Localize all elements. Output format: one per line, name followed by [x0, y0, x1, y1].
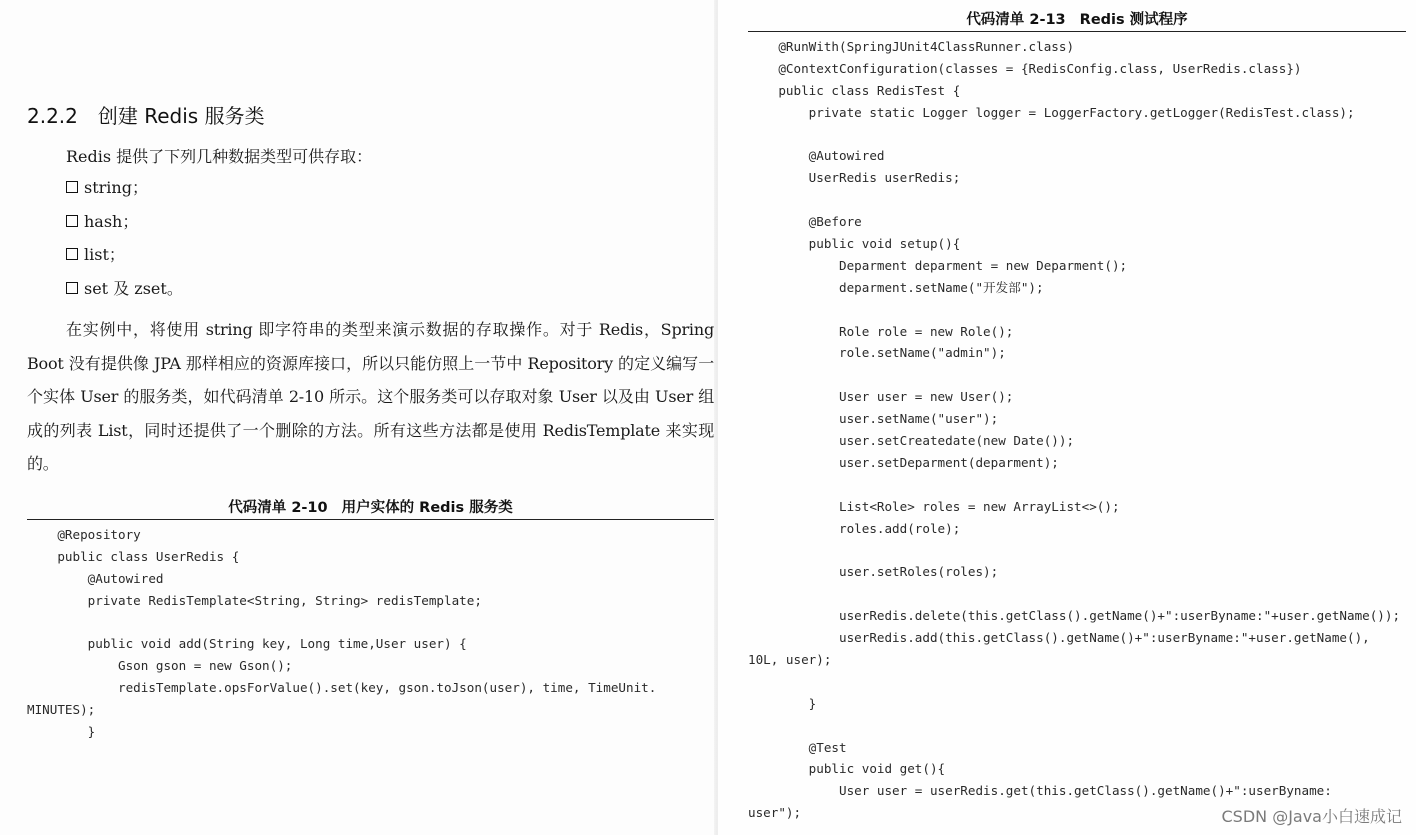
- code-line: user.setRoles(roles);: [748, 564, 999, 580]
- code-line: UserRedis userRedis;: [748, 170, 961, 186]
- list-item: list；: [66, 245, 183, 279]
- code-line: @ContextConfiguration(classes = {RedisConfig.class, UserRedis.class}): [748, 60, 1302, 76]
- code-listing-2-10: [27, 524, 656, 743]
- checkbox-bullet-icon: [66, 248, 78, 260]
- code-line: user.setName("user");: [748, 411, 999, 427]
- code-line: Role role = new Role();: [748, 323, 1014, 339]
- code-listing-2-13: [748, 36, 1400, 824]
- code-line: public void setup(){: [748, 236, 961, 252]
- listing-caption-2-13: 代码清单 2-13 Redis 测试程序: [966, 12, 1188, 28]
- section-number: 2.2.2: [27, 104, 78, 128]
- code-line: private static Logger logger = LoggerFactory.getLogger(RedisTest.class);: [748, 104, 1355, 120]
- listing-caption-2-10: 代码清单 2-10 用户实体的 Redis 服务类: [228, 500, 513, 516]
- code-line: [748, 715, 1400, 737]
- right-book-page: [718, 0, 1416, 835]
- code-line: Deparment deparment = new Deparment();: [748, 257, 1128, 273]
- code-line: }: [748, 695, 817, 711]
- code-line: deparment.setName("开发部");: [748, 279, 1044, 295]
- code-line: @Before: [748, 214, 862, 230]
- section-title: 创建 Redis 服务类: [97, 104, 265, 128]
- checkbox-bullet-icon: [66, 215, 78, 227]
- code-line: @Autowired: [27, 570, 164, 586]
- code-line: [748, 583, 1400, 605]
- section-heading: [27, 100, 265, 129]
- code-line: User user = new User();: [748, 389, 1014, 405]
- code-line: List<Role> roles = new ArrayList<>();: [748, 498, 1120, 514]
- code-line: [748, 299, 1400, 321]
- code-line: role.setName("admin");: [748, 345, 1006, 361]
- code-line: [748, 189, 1400, 211]
- body-paragraph: 在实例中，将使用 string 即字符串的类型来演示数据的存取操作。对于 Redis，Spring Boot 没有提供像 JPA 那样相应的资源库接口，所以只能仿照上一节中 Repository 的定义编写一个实体 User 的服务类，如代码清单 2-10 所示。这个服务类可以存取对象 User 以及由 User 组成的列表 List，同时还提供了一个删除的方法。所有这些方法都是使用 RedisTemplate 来实现的。: [27, 320, 714, 473]
- code-line: @Autowired: [748, 148, 885, 164]
- code-line: user");: [748, 805, 802, 821]
- caption-rule: [748, 31, 1406, 32]
- code-line: private RedisTemplate<String, String> redisTemplate;: [27, 592, 482, 608]
- code-line: @Test: [748, 739, 847, 755]
- checkbox-bullet-icon: [66, 282, 78, 294]
- code-line: }: [27, 724, 96, 740]
- code-line: [27, 612, 656, 634]
- caption-rule: [27, 519, 714, 520]
- code-line: [748, 671, 1400, 693]
- code-line: roles.add(role);: [748, 520, 961, 536]
- code-line: user.setCreatedate(new Date());: [748, 433, 1075, 449]
- list-item: string；: [66, 178, 183, 212]
- code-line: public void add(String key, Long time,User user) {: [27, 636, 467, 652]
- code-line: Gson gson = new Gson();: [27, 658, 293, 674]
- code-line: public void get(){: [748, 761, 946, 777]
- code-line: [748, 474, 1400, 496]
- code-line: redisTemplate.opsForValue().set(key, gson.toJson(user), time, TimeUnit.: [27, 680, 657, 696]
- code-line: userRedis.add(this.getClass().getName()+":userByname:"+user.getName(),: [748, 630, 1370, 646]
- code-line: userRedis.delete(this.getClass().getName()+":userByname:"+user.getName());: [748, 608, 1401, 624]
- code-line: @Repository: [27, 527, 141, 542]
- code-line: public class UserRedis {: [27, 548, 240, 564]
- intro-sentence: Redis 提供了下列几种数据类型可供存取：: [66, 147, 373, 166]
- code-line: 10L, user);: [748, 651, 832, 667]
- code-line: public class RedisTest {: [748, 82, 961, 98]
- checkbox-bullet-icon: [66, 181, 78, 193]
- code-line: [748, 364, 1400, 386]
- code-line: MINUTES);: [27, 702, 96, 718]
- watermark: CSDN @Java小白速成记: [1221, 807, 1402, 826]
- code-line: @RunWith(SpringJUnit4ClassRunner.class): [748, 39, 1075, 54]
- list-item: set 及 zset。: [66, 279, 183, 313]
- list-item: hash；: [66, 212, 183, 246]
- code-line: User user = userRedis.get(this.getClass().getName()+":userByname:: [748, 783, 1332, 799]
- code-line: user.setDeparment(deparment);: [748, 454, 1059, 470]
- data-type-list: [66, 178, 183, 312]
- code-line: [748, 539, 1400, 561]
- code-line: [748, 124, 1400, 146]
